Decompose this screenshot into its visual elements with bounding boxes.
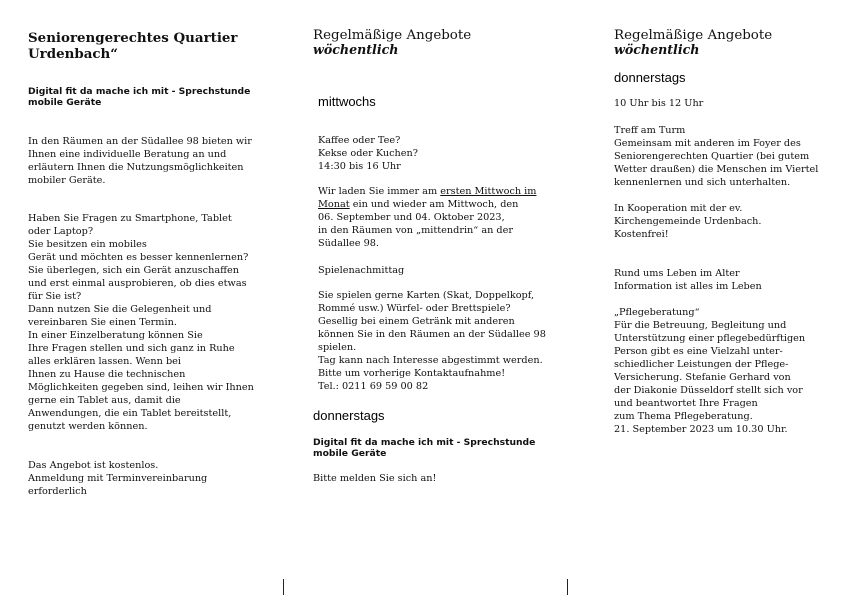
text-line: Kirchengemeinde Urdenbach. [614,216,762,227]
title-line-1: Seniorengerechtes Quartier [28,30,238,46]
signup-note: Bitte melden Sie sich an! [313,473,437,484]
text-line: Haben Sie Fragen zu Smartphone, Tablet [28,213,232,224]
text-span: Wir laden Sie immer am [318,186,441,197]
text-line: Anwendungen, die ein Tablet bereitstellt, [28,408,232,419]
invitation-block [318,185,536,250]
text-line: Gerät und möchten es besser kennenlernen? [28,252,249,263]
text-line: können Sie in den Räumen an der Südallee 98 [318,329,546,340]
section-title: Regelmäßige Angebote [614,28,773,43]
fold-mark-right [567,579,568,595]
section-subtitle: wöchentlich [313,42,399,57]
text-line: der Diakonie Düsseldorf stellt sich vor [614,385,803,396]
text-line: Rund ums Leben im Alter [614,268,740,279]
questions-paragraph [28,212,254,433]
text-line: zum Thema Pflegeberatung. [614,411,753,422]
text-line: Sie spielen gerne Karten (Skat, Doppelkopf, [318,290,535,301]
text-line: In einer Einzelberatung können Sie [28,330,203,341]
text-line: oder Laptop? [28,226,94,237]
text-line: Für die Betreuung, Begleitung und [614,320,787,331]
text-line: Seniorengerechten Quartier (bei gutem [614,151,810,162]
text-line: Wetter draußen) die Menschen im Viertel [614,164,819,175]
text-line: Unterstützung einer pflegebedürftigen [614,333,806,344]
text-line: 21. September 2023 um 10.30 Uhr. [614,424,788,435]
text-line: vereinbaren Sie einen Termin. [28,317,177,328]
text-line: und erst einmal ausprobieren, ob dies etwas [28,278,247,289]
subtitle-line-1: Digital fit da mache ich mit - Sprechstunde [28,86,251,97]
text-line [318,198,536,211]
text-line [318,185,536,198]
text-line: in den Räumen von „mittendrin“ an der [318,225,513,236]
text-line: 14:30 bis 16 Uhr [318,161,401,172]
text-line: Treff am Turm [614,125,686,136]
text-line: Ihre Fragen stellen und sich ganz in Ruhe [28,343,235,354]
care-advice-block [614,306,805,436]
text-line: Versicherung. Stefanie Gerhard von [614,372,791,383]
text-line: Ihnen zu Hause die technischen [28,369,186,380]
text-line: schiedlicher Leistungen der Pflege- [614,359,789,370]
text-line: Südallee 98. [318,238,380,249]
meetup-block [614,124,818,189]
text-line: Kaffee oder Tee? [318,135,401,146]
intro-paragraph [28,135,252,187]
fold-mark-left [283,579,284,595]
title-line-2: Urdenbach“ [28,46,118,62]
games-title: Spielenachmittag [318,265,405,276]
text-line: Das Angebot ist kostenlos. [28,460,159,471]
time-range: 10 Uhr bis 12 Uhr [614,98,704,109]
text-line: Kekse oder Kuchen? [318,148,418,159]
text-line: mobiler Geräte. [28,175,106,186]
text-line: Anmeldung mit Terminvereinbarung [28,473,208,484]
text-line: Gesellig bei einem Getränk mit anderen [318,316,515,327]
text-line: Kostenfrei! [614,229,669,240]
text-line: In den Räumen an der Südallee 98 bieten wir [28,136,252,147]
text-line: und beantwortet Ihre Fragen [614,398,758,409]
text-line: erläutern Ihnen die Nutzungsmöglichkeiten [28,162,244,173]
text-line: alles erklären lassen. Wenn bei [28,356,181,367]
text-line: erforderlich [28,486,87,497]
text-line: Bitte um vorherige Kontaktaufnahme! [318,368,506,379]
text-line: 06. September und 04. Oktober 2023, [318,212,505,223]
section-title: Regelmäßige Angebote [313,28,472,43]
text-line: Tel.: 0211 69 59 00 82 [318,381,429,392]
text-line: Sie besitzen ein mobiles [28,239,147,250]
day-heading-thursday: donnerstags [614,70,686,85]
text-line: Information ist alles im Leben [614,281,762,292]
day-heading-wednesday: mittwochs [318,94,376,109]
text-line: „Pflegeberatung“ [614,307,700,318]
games-block [318,289,546,393]
cooperation-block [614,202,762,241]
text-line: Ihnen eine individuelle Beratung an und [28,149,227,160]
digital-line-1: Digital fit da mache ich mit - Sprechstunde [313,437,536,448]
text-line: für Sie ist? [28,291,82,302]
text-line: Dann nutzen Sie die Gelegenheit und [28,304,212,315]
day-heading-thursday: donnerstags [313,408,385,423]
coffee-block [318,134,418,173]
underlined-text: Monat [318,199,350,210]
section-subtitle: wöchentlich [614,42,700,57]
text-line: Person gibt es eine Vielzahl unter- [614,346,783,357]
text-line: Gemeinsam mit anderen im Foyer des [614,138,801,149]
text-line: Sie überlegen, sich ein Gerät anzuschaffen [28,265,239,276]
cost-paragraph [28,459,207,498]
text-line: gerne ein Tablet aus, damit die [28,395,181,406]
text-line: Rommé usw.) Würfel- oder Brettspiele? [318,303,511,314]
text-line: kennenlernen und sich unterhalten. [614,177,791,188]
subtitle-line-2: mobile Geräte [28,97,102,108]
text-line: Tag kann nach Interesse abgestimmt werden. [318,355,543,366]
text-line: genutzt werden können. [28,421,148,432]
text-line: In Kooperation mit der ev. [614,203,743,214]
underlined-text: ersten Mittwoch im [440,186,537,197]
text-span: ein und wieder am Mittwoch, den [349,199,519,210]
aging-info-block [614,267,762,293]
text-line: spielen. [318,342,357,353]
text-line: Möglichkeiten gegeben sind, leihen wir Ihnen [28,382,254,393]
digital-line-2: mobile Geräte [313,448,387,459]
